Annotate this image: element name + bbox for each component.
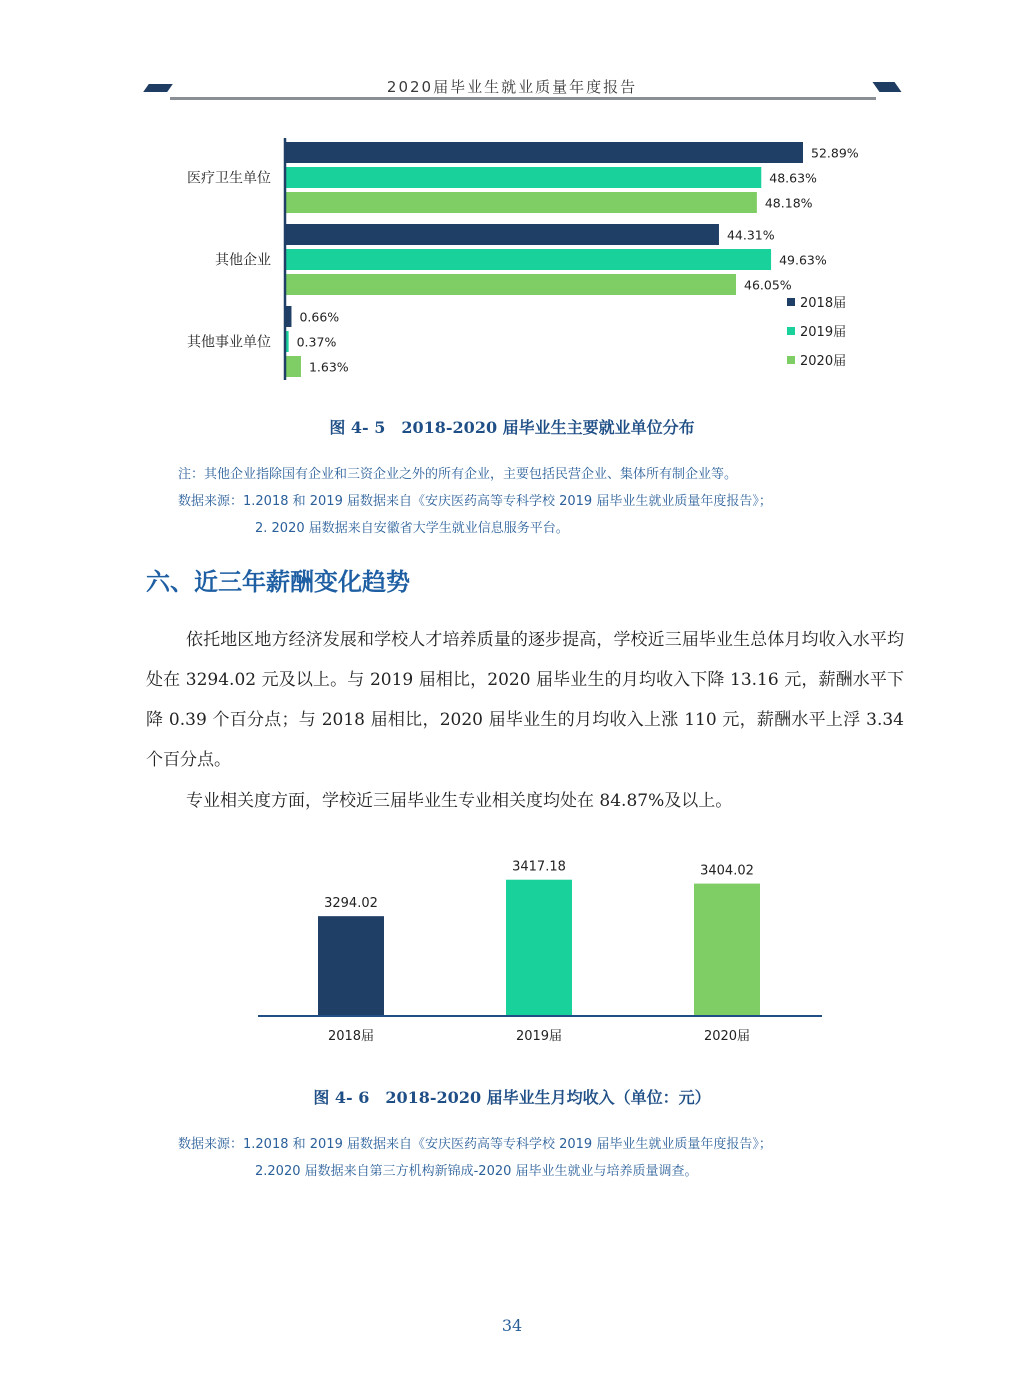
bar — [285, 192, 757, 213]
monthly-income-chart — [240, 860, 840, 1055]
bar — [285, 142, 803, 163]
figure-4-6-source-2: 2.2020 届数据来自第三方机构新锦成-2020 届毕业生就业与培养质量调查。 — [255, 1164, 698, 1179]
bar — [694, 884, 760, 1015]
figure-4-5-note: 注：其他企业指除国有企业和三资企业之外的所有企业，主要包括民营企业、集体所有制企业等。 — [178, 467, 738, 482]
figure-4-6-caption: 图 4- 6 2018-2020 届毕业生月均收入（单位：元） — [313, 1088, 711, 1107]
bar — [318, 916, 384, 1015]
data-label: 3417.18 — [512, 860, 566, 875]
figure-4-5-source-1: 数据来源：1.2018 和 2019 届数据来自《安庆医药高等专科学校 2019 届毕业生就业质量年度报告》； — [178, 494, 772, 509]
legend-label: 2018届 — [800, 296, 847, 311]
data-label: 48.63% — [769, 170, 817, 186]
data-label: 1.63% — [308, 359, 349, 375]
figure-4-5-source-2: 2. 2020 届数据来自安徽省大学生就业信息服务平台。 — [255, 521, 569, 536]
data-label: 49.63% — [779, 252, 827, 268]
bar — [285, 249, 771, 270]
body-paragraph-relevance: 专业相关度方面，学校近三届毕业生专业相关度均处在 84.87%及以上。 — [186, 791, 733, 811]
data-label: 46.05% — [744, 277, 792, 293]
page-number: 34 — [501, 1316, 523, 1335]
legend-swatch — [787, 298, 795, 306]
header-title: 2020届毕业生就业质量年度报告 — [386, 78, 638, 96]
legend-label: 2019届 — [800, 325, 847, 340]
category-label: 其他企业 — [215, 252, 271, 269]
data-label: 48.18% — [764, 195, 813, 211]
bar — [285, 274, 736, 295]
header-rule — [170, 97, 876, 100]
bar — [285, 356, 301, 377]
section-heading: 六、近三年薪酬变化趋势 — [146, 568, 410, 596]
category-label: 医疗卫生单位 — [187, 170, 271, 187]
employment-unit-chart — [150, 130, 880, 390]
data-label: 0.37% — [296, 334, 337, 350]
bar — [506, 880, 572, 1015]
category-label: 2019届 — [515, 1029, 563, 1044]
data-label: 3404.02 — [700, 863, 754, 879]
category-label: 2018届 — [327, 1029, 375, 1044]
category-label: 2020届 — [703, 1029, 751, 1044]
figure-4-6-source-1: 数据来源：1.2018 和 2019 届数据来自《安庆医药高等专科学校 2019 届毕业生就业质量年度报告》； — [178, 1137, 772, 1152]
legend-label: 2020届 — [800, 354, 847, 369]
legend-swatch — [787, 356, 795, 364]
data-label: 0.66% — [299, 309, 340, 325]
body-paragraph-salary: 依托地区地方经济发展和学校人才培养质量的逐步提高，学校近三届毕业生总体月均收入水平均处在 3294.02 元及以上。与 2019 届相比，2020 届毕业生的月均收入下降 13.16 元，薪酬水平下降 0.39 个百分点；与 2018 届相比，2020 届毕业生的月均收入上涨 110 元，薪酬水平上浮 3.34 个百分点。 — [146, 630, 904, 770]
data-label: 3294.02 — [324, 896, 378, 912]
data-label: 44.31% — [726, 227, 775, 243]
bar — [285, 167, 761, 188]
bar — [285, 224, 719, 245]
data-label: 52.89% — [811, 145, 859, 161]
category-label: 其他事业单位 — [187, 334, 271, 351]
legend-swatch — [787, 327, 795, 335]
figure-4-5-caption: 图 4- 5 2018-2020 届毕业生主要就业单位分布 — [329, 418, 695, 437]
